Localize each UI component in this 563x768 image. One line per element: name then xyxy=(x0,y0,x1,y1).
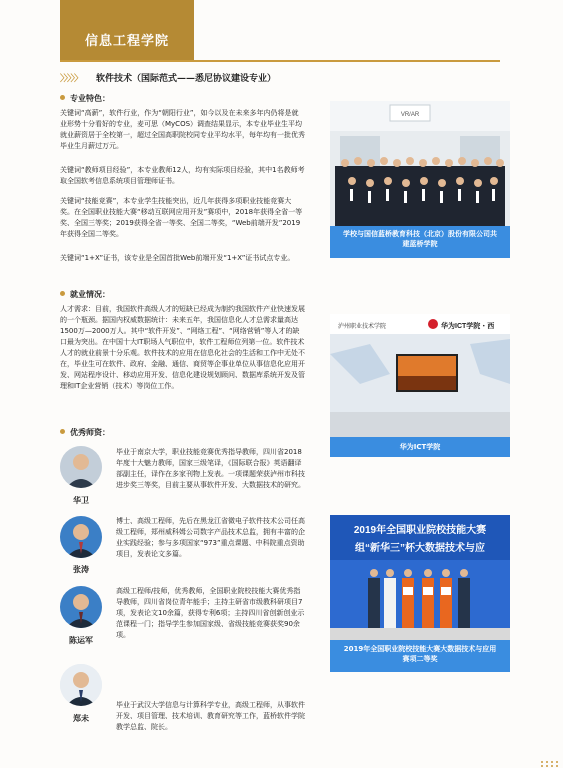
employment-paragraph: 人才需求：目前，我国软件高级人才的短缺已经成为制约我国软件产业快速发展的一个瓶颈。据国内权威数据统计：未来五年，我国信息化人才总需求量高达1500万—2000万人。其中“软件开发”、“网络工程”、“网络营销”等人才的缺口最为突出。在中国十大IT职场人气职位中，软件工程师位列第一位。软件技术人才的就业前景十分乐观。软件技术的应用在信息化社会的生活和工作中无处不在，毕业生可在软件、政府、金融、通信、商贸等企事业单位从事信息化应用开发、网站程序设计、移动应用开发、信息化建设规划顾问、数据库系统开发及管理和IT企业营销（技术）等岗位工作。 xyxy=(60,305,305,390)
chevron-decoration: 〉〉〉〉〉 xyxy=(60,74,83,84)
college-title: 信息工程学院 xyxy=(84,34,169,49)
teacher-name: 华卫 xyxy=(73,496,89,505)
feature-paragraph: 关键词“1+X”证书，该专业是全国首批Web前端开发“1+X”证书试点专业。 xyxy=(60,254,295,262)
photo-card-competition xyxy=(330,515,510,672)
features-heading: 专业特色： xyxy=(60,93,110,104)
person-portrait-icon xyxy=(60,446,102,488)
person-portrait-icon xyxy=(60,516,102,558)
teacher-bio: 高级工程师/技师，优秀教师，全国职业院校技能大赛优秀指导教师，四川省岗位青年能手；主持主研省市级教科研项目7项，发表论文10余篇，获得专利6项；主持四川省创新创业示范课程一门；指导学生参加国家级、省级技能竞赛获奖90余项。 xyxy=(116,587,305,639)
feature-paragraph: 关键词“技能竞赛”，本专业学生技能突出，近几年获得多项职业技能竞赛大奖。在全国职业技能大赛“移动互联网应用开发”赛项中，2018年获得全省一等奖、全国三等奖；2019获得全省一等奖、全国二等奖，“Web前端开发”2019年获得全国二等奖。 xyxy=(60,197,303,238)
teachers-heading: 优秀师资： xyxy=(60,427,110,438)
competition-award-image xyxy=(330,515,510,640)
huawei-photo xyxy=(330,314,510,437)
teacher-photo xyxy=(60,516,102,558)
photo-card-huawei xyxy=(330,314,510,457)
header-tab xyxy=(60,0,194,60)
vrar-sign-text: VR/AR xyxy=(400,112,420,118)
header-divider xyxy=(60,60,500,62)
photo-caption: 学校与国信蓝桥教育科技（北京）股份有限公司共建蓝桥学院 xyxy=(343,230,497,248)
bullet-icon xyxy=(60,291,65,296)
teacher-photo xyxy=(60,664,102,706)
group-photo-image xyxy=(330,101,510,226)
photo-caption: 2019年全国职业院校技能大赛大数据技术与应用赛项二等奖 xyxy=(343,645,497,663)
teacher-photo xyxy=(60,586,102,628)
feature-paragraph: 关键词“教师项目经验”，本专业教师12人，均有实际项目经验，其中1名教师考取全国软考信息系统项目管理师证书。 xyxy=(60,166,305,185)
bullet-icon xyxy=(60,95,65,100)
teacher-name: 陈运军 xyxy=(69,636,93,645)
teacher-name: 郑未 xyxy=(73,714,89,723)
huawei-logo-icon xyxy=(428,319,438,329)
feature-paragraph: 关键词“高薪”，软件行业，作为“朝阳行业”，如今以及在未来多年内仍将是就业形势十分看好的专业，麦可思（MyCOS）调查结果显示，本专业毕业生平均就业薪资居于全校第一，超过全国高职院校同专业平均水平，每年均有一批优秀毕业生月薪过万元。 xyxy=(60,109,305,150)
person-portrait-icon xyxy=(60,586,102,628)
person-portrait-icon xyxy=(60,664,102,706)
group-photo xyxy=(330,101,510,226)
bullet-icon xyxy=(60,429,65,434)
photo-caption: 华为ICT学院 xyxy=(399,443,441,451)
huawei-ict-image xyxy=(330,314,510,437)
school-sign-text: 泸州职业技术学院 xyxy=(338,324,387,330)
teacher-bio: 毕业于武汉大学信息与计算科学专业，高级工程师，从事软件开发、项目管理、技术培训、教育研究等工作，蓝桥软件学院教学总监、院长。 xyxy=(116,701,305,731)
teacher-name: 张涛 xyxy=(73,565,89,574)
photo-card-lanqiao xyxy=(330,101,510,258)
teacher-photo xyxy=(60,446,102,488)
dot-pattern-decoration xyxy=(540,760,562,768)
teacher-bio: 毕业于南京大学，职业技能竞赛优秀指导教师，四川省2018年度十大魅力教师，国家三级笔译，《国际联合报》英语翻译部副主任，译作在多家刊物上发表。一项课题荣获泸州市科技进步奖三等奖，目前主要从事软件开发、大数据技术的研究。 xyxy=(116,448,305,489)
banner-line1: 2019年全国职业院校技能大赛 xyxy=(353,525,487,536)
banner-line2: 组“新华三”杯大数据技术与应 xyxy=(355,543,485,554)
huawei-sign-text: 华为ICT学院・西 xyxy=(441,323,495,330)
competition-photo xyxy=(330,515,510,640)
employment-heading: 就业情况： xyxy=(60,289,110,300)
major-title: 软件技术（国际范式——悉尼协议建设专业） xyxy=(96,74,277,84)
teacher-bio: 博士、高级工程师，先后在黑龙江省微电子软件技术公司任高级工程师，郑州威科姆公司数字产品技术总监，拥有丰富的企业实践经验；参与多项国家“973”重点课题、中科院重点资助项目，发表论文多篇。 xyxy=(116,517,305,558)
